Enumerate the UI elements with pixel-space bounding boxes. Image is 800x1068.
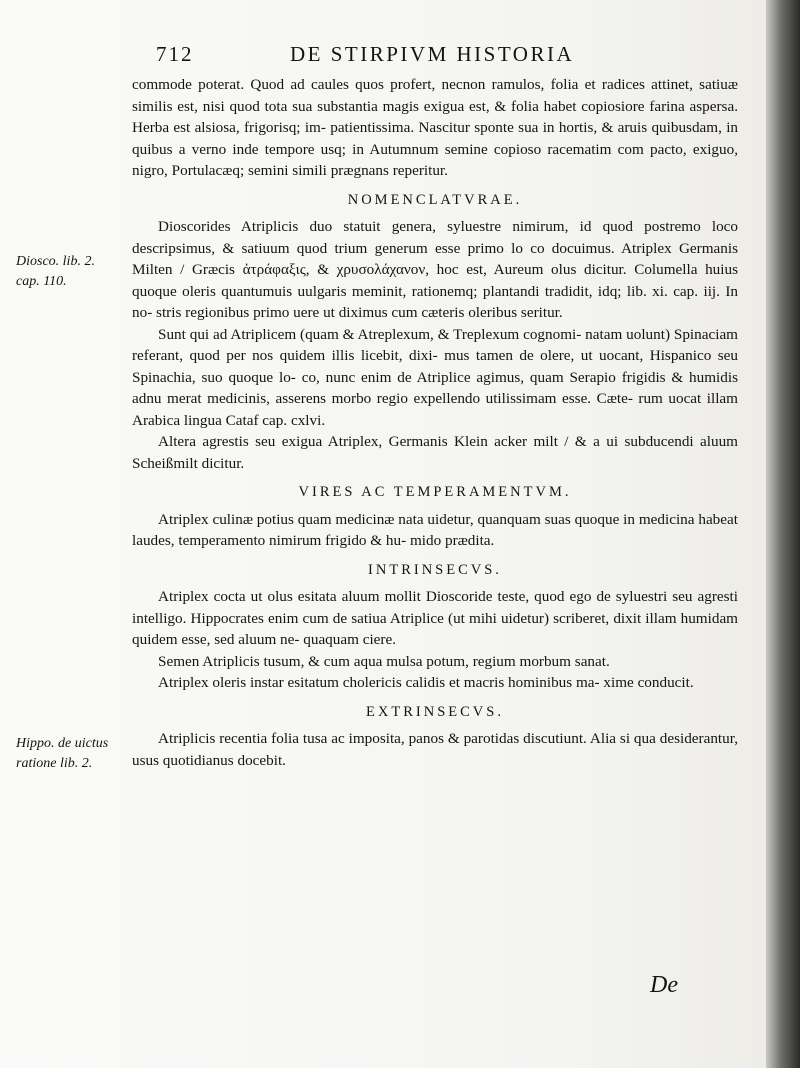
paragraph: [132, 431, 738, 474]
paragraph: [132, 216, 738, 324]
text-line: a verno inde tempore usq; in Autumnum semine copioso racematim com: [178, 140, 650, 158]
running-header: [150, 42, 760, 76]
text-line: stris regionibus primo uere ut diximus cum cæteris oleribus seritur.: [156, 304, 563, 321]
text-line: sanat.: [574, 652, 610, 670]
text-line: commode poterat. Quod ad caules quos profert, necnon ramulos, folia et: [132, 76, 602, 93]
text-line: (ut mihi uidetur) scriberet, dixit illam humidam quidem esse, sed aluum ne-: [132, 609, 738, 648]
section-heading-vires: VIRES AC TEMPERAMENTVM.: [298, 484, 572, 500]
text-line: patientissima. Nascitur sponte sua in hortis, & aruis quibusdam, in quibus: [132, 119, 739, 158]
page-number: 712: [156, 42, 194, 66]
paragraph: [132, 586, 738, 651]
text-line: Semen Atriplicis tusum, & cum aqua mulsa potum, regium morbum: [158, 652, 575, 670]
text-line: mus tamen de olere, ut uocant, Hispanico seu Spinachia, suo quoque lo-: [132, 347, 738, 386]
text-line: hoc est, Aureum olus dicitur. Columella huius quoque oleris quantumuis: [132, 261, 738, 300]
text-line: postremo loco descripsimus, & satiuum quod trium generum esse primo lo: [132, 218, 739, 257]
text-line: Atriplicis recentia folia tusa ac imposita, panos & parotidas discutiunt.: [158, 730, 590, 747]
text-line: radices attinet, satiuæ similis est, nisi quod tota sua substantia magis exigua: [132, 76, 738, 115]
marginal-note-dioscorides: [16, 252, 134, 292]
text-line: rum uocat illam Arabica lingua Cataf cap. cxlvi.: [132, 390, 738, 429]
running-title: DE STIRPIVM HISTORIA: [290, 42, 575, 66]
text-line: quoque in medicina habeat laudes, temperamento nimirum frigido & hu-: [132, 510, 738, 549]
text-line: merat medicinis, asserens morbo regio expellendo utilissimam esse. Cæte-: [167, 390, 639, 407]
page-binding-shadow: [766, 0, 800, 1068]
text-line: natam uolunt) Spinaciam referant, quod per nos quidem illis licebit, dixi-: [132, 325, 738, 364]
section-heading-nomenclaturae: NOMENCLATVRAE.: [347, 191, 523, 208]
marginal-note-line: ratione lib. 2.: [16, 756, 93, 771]
marginal-note-hippocrates: [16, 734, 134, 774]
paragraph: [132, 324, 738, 432]
opening-paragraph: [132, 74, 738, 182]
text-line: Sunt qui ad Atriplicem (quam & Atreplexum, & Treplexum cognomi-: [158, 325, 586, 343]
paragraph: [132, 509, 738, 552]
text-line: co, nunc enim de Atriplice agimus, quam Serapio frigidis & humidis adnu: [132, 368, 738, 407]
text-line: uulgaris meminit, rationemq; plantandi tradidit, idq; lib. xi. cap. iij. In no-: [132, 282, 738, 321]
page-body: [132, 74, 738, 771]
catchword: De: [650, 972, 678, 998]
text-line: Altera agrestis seu exigua Atriplex, Germanis Klein acker milt / & a ui: [158, 433, 625, 450]
text-line: Dioscorides Atriplicis duo statuit genera, syluestre nimirum, id quod: [158, 218, 645, 235]
text-line: Atriplex cocta ut olus esitata aluum mollit Dioscoride teste, quod ego: [158, 588, 597, 605]
text-line: xime conducit.: [603, 674, 694, 691]
text-line: quaquam ciere.: [303, 631, 397, 648]
section-heading-intrinsecus: INTRINSECVS.: [368, 561, 502, 578]
marginal-note-line: cap. 110.: [16, 274, 67, 289]
marginal-note-line: Hippo. de uictus: [16, 736, 109, 751]
text-line: subducendi aluum Scheißmilt dicitur.: [132, 433, 738, 472]
text-line: Atriplex culinæ potius quam medicinæ nata uidetur, quanquam suas: [158, 510, 575, 528]
text-line: mido prædita.: [409, 532, 495, 549]
section-heading-extrinsecus: EXTRINSECVS.: [366, 703, 504, 720]
text-line: de syluestri seu agresti intelligo. Hippocrates enim cum de satiua Atriplice: [132, 588, 738, 627]
paragraph: [132, 728, 738, 771]
text-line: est, & folia habet copiosiore farina aspersa. Herba est alsiosa, frigorisq; im-: [132, 97, 738, 136]
paragraph: [132, 651, 738, 673]
text-line: pacto, exiguo, nigro, Portulacæq; semini simili prægnans reperitur.: [132, 140, 738, 179]
text-line: Atriplex oleris instar esitatum cholericis calidis et macris hominibus ma-: [158, 674, 604, 691]
paragraph: [132, 672, 738, 694]
text-line: co docuimus. Atriplex Germanis Milten / Græcis ἀτράφαξις, & χρυσολάχανον,: [132, 239, 739, 278]
marginal-note-line: Diosco. lib. 2.: [16, 254, 95, 269]
text-line: Alia si qua desiderantur, usus quotidianus docebit.: [132, 730, 738, 769]
